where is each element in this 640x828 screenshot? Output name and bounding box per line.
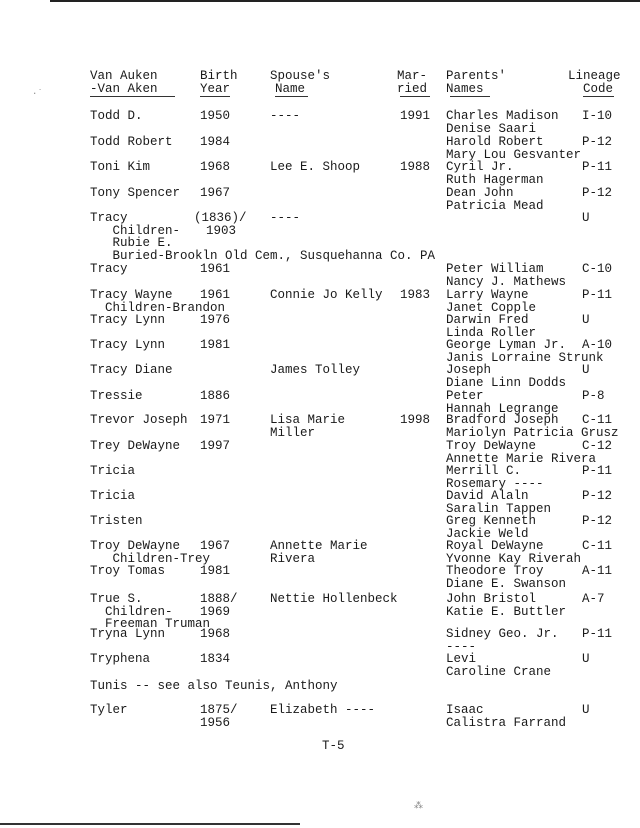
header-underline — [200, 96, 230, 97]
person-name: Todd D. — [90, 109, 143, 123]
header-underline — [90, 96, 175, 97]
parents-name: Merrill C. — [446, 464, 522, 478]
spouse-name: ---- — [270, 211, 301, 225]
birth-year: 1968 — [200, 627, 231, 641]
parents-name: Patricia Mead — [446, 198, 544, 213]
person-name: Freeman Truman — [90, 617, 211, 631]
birth-year: 1875/ — [200, 703, 238, 717]
parents-name: Saralin Tappen — [446, 501, 552, 516]
person-name: Tracy — [90, 211, 128, 225]
parents-name: Cyril Jr. — [446, 160, 514, 174]
lineage-code: U — [582, 313, 590, 327]
person-name: Tristen — [90, 514, 143, 528]
person-name: Rubie E. — [90, 236, 173, 250]
header-lineage: Lineage — [568, 69, 621, 83]
parents-name: Greg Kenneth — [446, 514, 537, 528]
header-name: Van Auken — [90, 69, 158, 83]
birth-year: 1950 — [200, 109, 231, 123]
header-married: Mar- — [397, 69, 428, 83]
person-name: Children-Trey — [90, 551, 211, 566]
page-number: T-5 — [322, 739, 345, 753]
birth-year: 1886 — [200, 389, 231, 403]
birth-year: 1968 — [200, 160, 231, 174]
parents-name: Peter — [446, 389, 484, 403]
person-name: Trevor Joseph — [90, 413, 188, 427]
person-name: Tressie — [90, 389, 143, 403]
spouse-name: Lisa Marie — [270, 413, 346, 427]
person-name: Todd Robert — [90, 135, 173, 149]
parents-name: ---- — [446, 639, 477, 654]
lineage-code: U — [582, 703, 590, 717]
parents-name: Theodore Troy — [446, 564, 544, 578]
spouse-name: Annette Marie — [270, 539, 368, 553]
lineage-code: C-11 — [582, 539, 613, 553]
birth-year: 1981 — [200, 338, 231, 352]
parents-name: Hannah Legrange — [446, 401, 559, 416]
lineage-code: U — [582, 211, 590, 225]
lineage-code: A-7 — [582, 592, 605, 606]
header-spouse: Name — [275, 81, 306, 96]
header-underline — [450, 96, 490, 97]
lineage-code: P-12 — [582, 514, 613, 528]
person-name: Children-Brandon — [90, 300, 226, 315]
birth-year: 1967 — [200, 539, 231, 553]
header-underline — [583, 96, 614, 97]
lineage-code: P-11 — [582, 627, 613, 641]
header-lineage: Code — [583, 81, 614, 96]
person-name: Tracy — [90, 262, 128, 276]
lineage-code: A-10 — [582, 338, 613, 352]
parents-name: Caroline Crane — [446, 664, 552, 679]
spouse-name: Lee E. Shoop — [270, 160, 361, 174]
lineage-code: C-11 — [582, 413, 613, 427]
person-name: Tyler — [90, 703, 128, 717]
parents-name: Denise Saari — [446, 121, 537, 136]
parents-name: George Lyman Jr. — [446, 338, 567, 352]
married-year: 1998 — [400, 413, 431, 427]
birth-year: 1976 — [200, 313, 231, 327]
bottom-border — [0, 823, 300, 825]
person-name: Toni Kim — [90, 160, 151, 174]
birth-year: 1834 — [200, 652, 231, 666]
birth-year: 1961 — [200, 288, 231, 302]
parents-name: Levi — [446, 652, 477, 666]
parents-name: Isaac — [446, 703, 484, 717]
lineage-code: P-11 — [582, 464, 613, 478]
person-name: Tricia — [90, 489, 136, 503]
parents-name: Jackie Weld — [446, 526, 529, 541]
parents-name: Diane E. Swanson — [446, 576, 567, 591]
married-year: 1983 — [400, 288, 431, 302]
parents-name: Peter William — [446, 262, 544, 276]
birth-year: 1903 — [206, 223, 237, 238]
person-name: Children- — [90, 604, 173, 619]
parents-name: David Alaln — [446, 489, 529, 503]
lineage-code: P-12 — [582, 135, 613, 149]
spouse-name: Miller — [270, 425, 316, 440]
lineage-code: P-12 — [582, 186, 613, 200]
header-birth: Birth — [200, 69, 238, 83]
spouse-name: Elizabeth ---- — [270, 703, 376, 717]
married-year: 1991 — [400, 109, 431, 123]
header-birth: Year — [200, 81, 231, 96]
person-name: Trey DeWayne — [90, 439, 181, 453]
parents-name: Nancy J. Mathews — [446, 274, 567, 289]
lineage-code: A-11 — [582, 564, 613, 578]
top-border — [50, 0, 640, 2]
parents-name: Harold Robert — [446, 135, 544, 149]
person-name: Children- — [90, 223, 181, 238]
birth-year: 1961 — [200, 262, 231, 276]
lineage-code: U — [582, 652, 590, 666]
header-married: ried — [397, 81, 428, 96]
person-name: Tryna Lynn — [90, 627, 166, 641]
lineage-code: P-8 — [582, 389, 605, 403]
married-year: 1988 — [400, 160, 431, 174]
birth-year: 1888/ — [200, 592, 238, 606]
header-parents: Names — [446, 81, 484, 96]
parents-name: Ruth Hagerman — [446, 172, 544, 187]
person-name: Tony Spencer — [90, 186, 181, 200]
lineage-code: I-10 — [582, 109, 613, 123]
header-underline — [275, 96, 308, 97]
person-name: True S. — [90, 592, 143, 606]
parents-name: Katie E. Buttler — [446, 604, 567, 619]
birth-year: 1971 — [200, 413, 231, 427]
birth-year: 1956 — [200, 715, 231, 730]
parents-name: Calistra Farrand — [446, 715, 567, 730]
lineage-code: P-11 — [582, 288, 613, 302]
parents-name: Charles Madison — [446, 109, 559, 123]
spouse-name: James Tolley — [270, 363, 361, 377]
parents-name: Diane Linn Dodds — [446, 375, 567, 390]
person-name: Tricia — [90, 464, 136, 478]
spouse-name: Rivera — [270, 551, 316, 566]
person-name: Tracy Lynn — [90, 338, 166, 352]
parents-name: Mariolyn Patricia Grusz — [446, 425, 619, 440]
person-name: Tunis -- see also Teunis, Anthony — [90, 679, 338, 693]
birth-year: 1981 — [200, 564, 231, 578]
parents-name: Royal DeWayne — [446, 539, 544, 553]
spouse-name: Nettie Hollenbeck — [270, 592, 398, 606]
birth-year: 1997 — [200, 439, 231, 453]
header-spouse: Spouse's — [270, 69, 331, 83]
person-name: Tryphena — [90, 652, 151, 666]
lineage-code: C-12 — [582, 439, 613, 453]
spouse-name: ---- — [270, 109, 301, 123]
parents-name: Yvonne Kay Riverah — [446, 551, 582, 566]
person-name: Troy Tomas — [90, 564, 166, 578]
lineage-code: C-10 — [582, 262, 613, 276]
parents-name: Darwin Fred — [446, 313, 529, 327]
parents-name: Larry Wayne — [446, 288, 529, 302]
parents-name: Janet Copple — [446, 300, 537, 315]
birth-year: 1984 — [200, 135, 231, 149]
lineage-code: U — [582, 363, 590, 377]
parents-name: Sidney Geo. Jr. — [446, 627, 559, 641]
parents-name: Annette Marie Rivera — [446, 451, 597, 466]
parents-name: Rosemary ---- — [446, 476, 544, 491]
parents-name: Mary Lou Gesvanter — [446, 147, 582, 162]
parents-name: Joseph — [446, 363, 492, 377]
person-name: Buried-Brookln Old Cem., Susquehanna Co. PA — [90, 248, 436, 263]
lineage-code: P-12 — [582, 489, 613, 503]
header-name: -Van Aken — [90, 81, 158, 96]
birth-year: 1967 — [200, 186, 231, 200]
parents-name: Janis Lorraine Strunk — [446, 350, 604, 365]
parents-name: John Bristol — [446, 592, 537, 606]
spouse-name: Connie Jo Kelly — [270, 288, 383, 302]
parents-name: Linda Roller — [446, 325, 537, 340]
scan-speck: ⁂ — [414, 801, 423, 811]
parents-name: Troy DeWayne — [446, 439, 537, 453]
parents-name: Dean John — [446, 186, 514, 200]
person-name: Tracy Diane — [90, 363, 173, 377]
person-name: Tracy Wayne — [90, 288, 173, 302]
person-name: Tracy Lynn — [90, 313, 166, 327]
header-underline — [400, 96, 430, 97]
header-parents: Parents' — [446, 69, 507, 83]
person-name: Troy DeWayne — [90, 539, 181, 553]
parents-name: Bradford Joseph — [446, 413, 559, 427]
scan-speck: ·˙ — [32, 89, 43, 99]
lineage-code: P-11 — [582, 160, 613, 174]
birth-year: (1836)/ — [194, 211, 247, 225]
birth-year: 1969 — [200, 604, 231, 619]
